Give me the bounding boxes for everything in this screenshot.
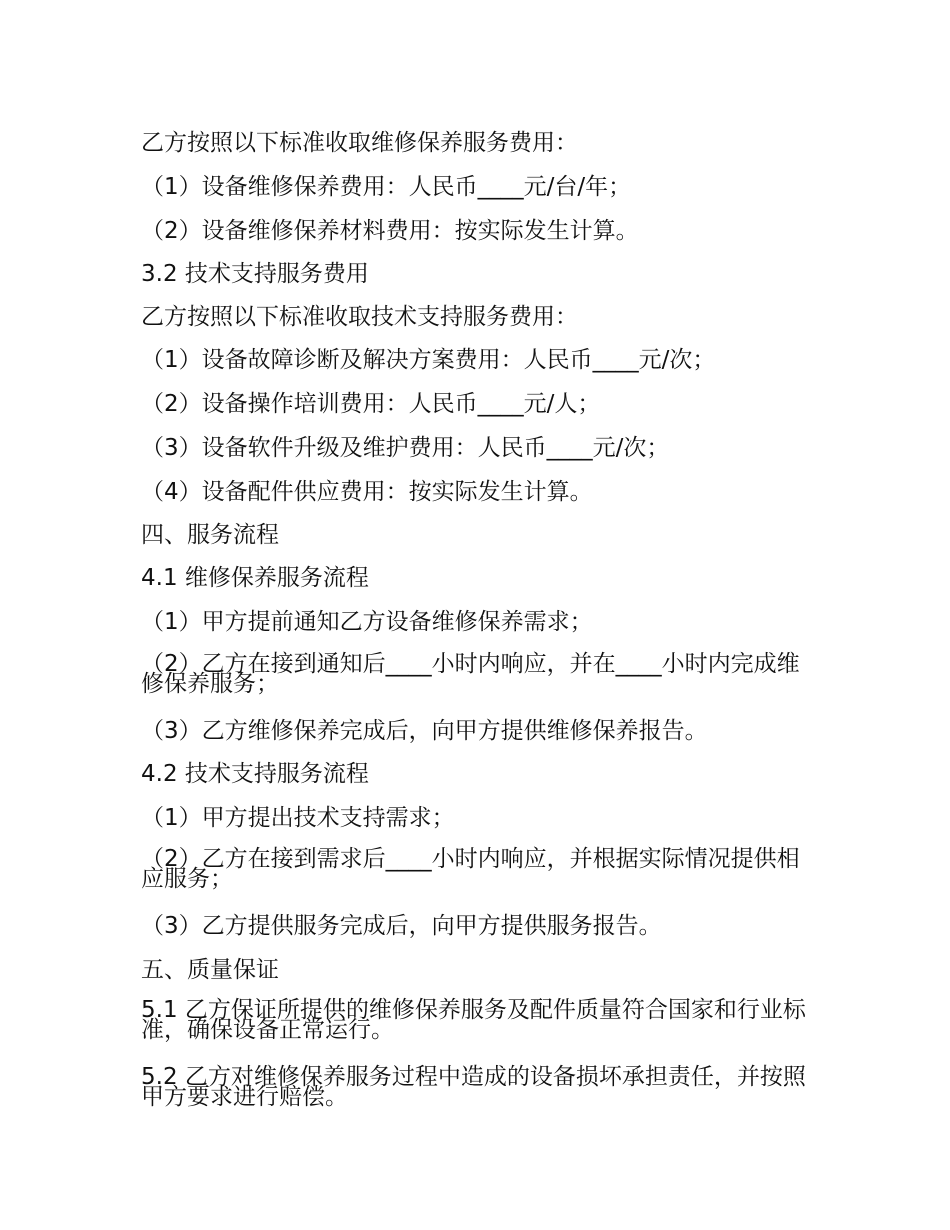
section-heading-4-2: 4.2 技术支持服务流程 xyxy=(141,761,369,787)
paragraph-5-1: 5.1 乙方保证所提供的维修保养服务及配件质量符合国家和行业标准，确保设备正常运行。 xyxy=(141,997,806,1043)
list-item-support-response: （2）乙方在接到需求后____小时内响应，并根据实际情况提供相应服务； xyxy=(141,846,800,892)
section-heading-4: 四、服务流程 xyxy=(141,522,279,548)
section-heading-4-1: 4.1 维修保养服务流程 xyxy=(141,565,369,591)
paragraph-5-2: 5.2 乙方对维修保养服务过程中造成的设备损坏承担责任，并按照甲方要求进行赔偿。 xyxy=(141,1064,806,1110)
list-item-notify-need: （1）甲方提前通知乙方设备维修保养需求； xyxy=(141,609,593,635)
list-item-response-time: （2）乙方在接到通知后____小时内响应，并在____小时内完成维修保养服务； xyxy=(141,651,800,697)
list-item-software-fee: （3）设备软件升级及维护费用：人民币____元/次； xyxy=(141,435,670,461)
list-item-service-report: （3）乙方提供服务完成后，向甲方提供服务报告。 xyxy=(141,913,662,939)
section-heading-5: 五、质量保证 xyxy=(141,957,279,983)
list-item-parts-fee: （4）设备配件供应费用：按实际发生计算。 xyxy=(141,479,593,505)
list-item-materials-fee: （2）设备维修保养材料费用：按实际发生计算。 xyxy=(141,218,639,244)
list-item-maintenance-report: （3）乙方维修保养完成后，向甲方提供维修保养报告。 xyxy=(141,718,708,744)
paragraph-intro-tech-support-fees: 乙方按照以下标准收取技术支持服务费用： xyxy=(141,304,578,330)
list-item-maintenance-fee: （1）设备维修保养费用：人民币____元/台/年； xyxy=(141,174,632,200)
list-item-training-fee: （2）设备操作培训费用：人民币____元/人； xyxy=(141,391,601,417)
list-item-support-request: （1）甲方提出技术支持需求； xyxy=(141,805,455,831)
paragraph-intro-maintenance-fees: 乙方按照以下标准收取维修保养服务费用： xyxy=(141,130,578,156)
section-heading-3-2: 3.2 技术支持服务费用 xyxy=(141,261,369,287)
list-item-diagnosis-fee: （1）设备故障诊断及解决方案费用：人民币____元/次； xyxy=(141,347,716,373)
